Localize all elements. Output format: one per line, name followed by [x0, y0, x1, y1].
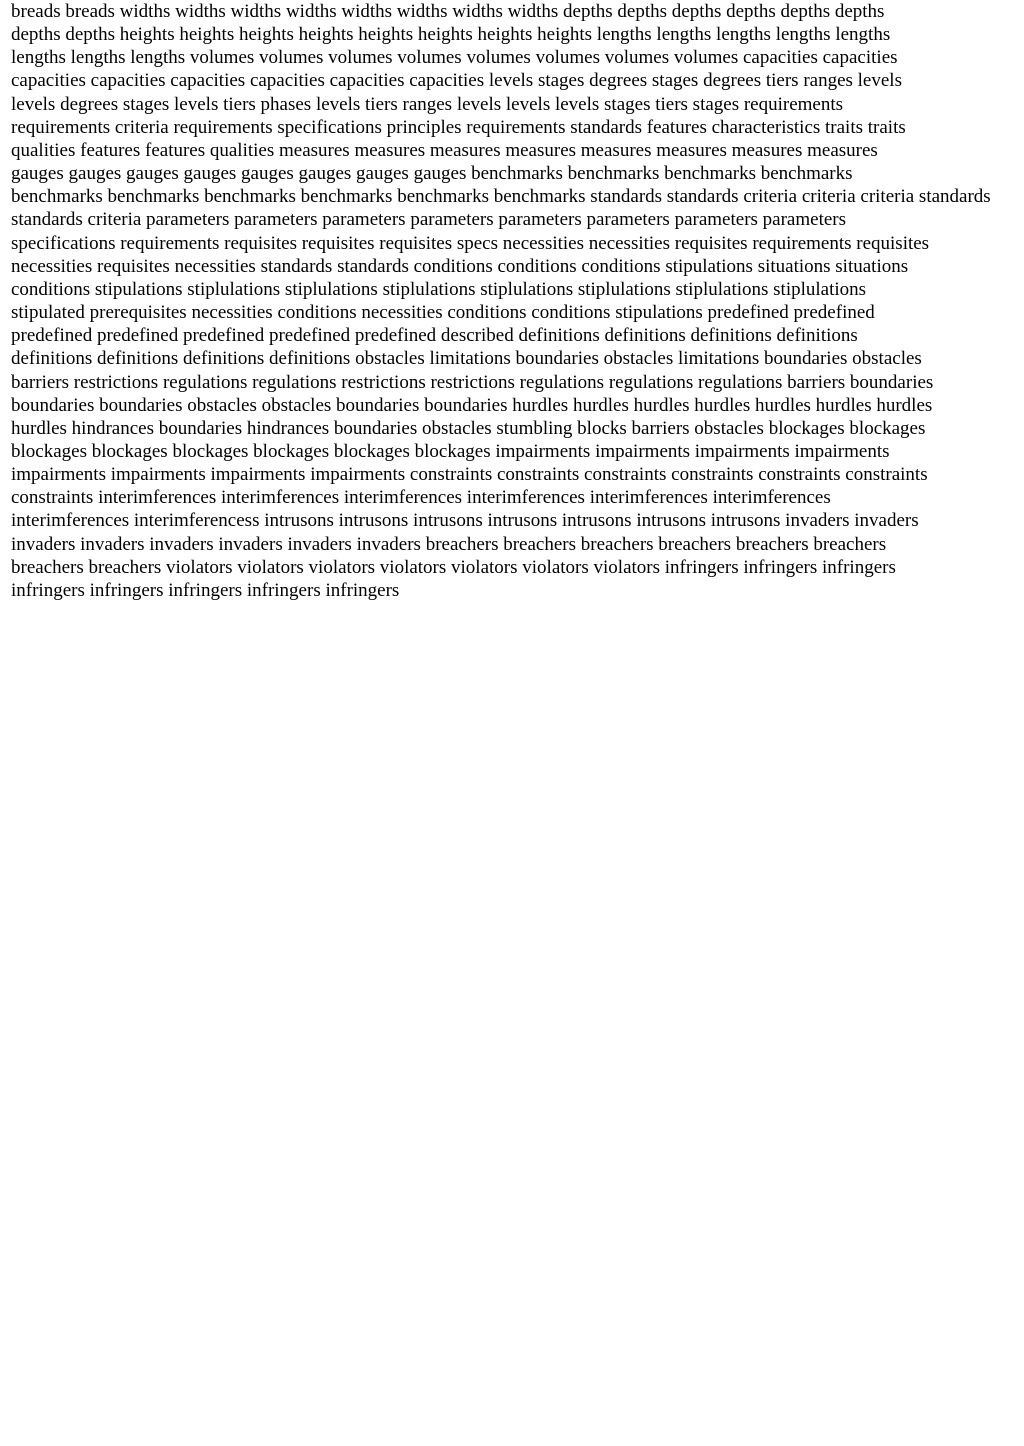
text-line: necessities requisites necessities standards standards conditions conditions conditions stipulations situations situations: [11, 255, 909, 277]
text-line: levels degrees stages levels tiers phases levels tiers ranges levels levels levels stages tiers stages requirements: [11, 93, 844, 115]
text-line: conditions stipulations stiplulations stiplulations stiplulations stiplulations stiplulations stiplulations stiplulations: [11, 278, 867, 300]
text-line: breads breads widths widths widths widths widths widths widths widths depths depths depths depths depths depths: [11, 1, 885, 22]
text-line: impairments impairments impairments impairments constraints constraints constraints constraints constraints constraints: [11, 464, 928, 486]
text-line: blockages blockages blockages blockages blockages blockages impairments impairments impairments impairments: [11, 440, 890, 462]
text-line: qualities features features qualities measures measures measures measures measures measures measures measures: [11, 139, 878, 161]
text-line: stipulated prerequisites necessities conditions necessities conditions conditions stipulations predefined predefined: [11, 302, 875, 324]
text-line: specifications requirements requisites requisites requisites specs necessities necessities requisites requirements requisites: [11, 232, 930, 254]
text-line: invaders invaders invaders invaders invaders invaders breachers breachers breachers breachers breachers breachers: [11, 533, 887, 555]
text-line: gauges gauges gauges gauges gauges gauges gauges gauges benchmarks benchmarks benchmarks benchmarks: [11, 163, 853, 185]
text-line: predefined predefined predefined predefined predefined described definitions definitions definitions definitions: [11, 325, 858, 347]
text-line: capacities capacities capacities capacities capacities capacities levels stages degrees stages degrees tiers ranges levels: [11, 70, 902, 92]
text-line: interimferences interimferencess intrusons intrusons intrusons intrusons intrusons intrusons intrusons invaders invaders: [11, 510, 919, 532]
text-line: infringers infringers infringers infringers infringers: [11, 579, 400, 601]
text-line: lengths lengths lengths volumes volumes volumes volumes volumes volumes volumes volumes capacities capacities: [11, 47, 898, 69]
body-paragraph: [11, 0, 1014, 602]
text-line: depths depths heights heights heights heights heights heights heights heights lengths lengths lengths lengths lengths: [11, 24, 891, 46]
text-line: definitions definitions definitions definitions obstacles limitations boundaries obstacles limitations boundaries obstacles: [11, 348, 922, 370]
text-line: barriers restrictions regulations regulations restrictions restrictions regulations regulations regulations barriers boundaries: [11, 371, 934, 393]
text-line: breachers breachers violators violators violators violators violators violators violators infringers infringers infringers: [11, 556, 896, 578]
text-line: standards criteria parameters parameters parameters parameters parameters parameters parameters parameters: [11, 209, 847, 231]
text-line: requirements criteria requirements specifications principles requirements standards features characteristics traits traits: [11, 116, 906, 138]
text-line: benchmarks benchmarks benchmarks benchmarks benchmarks benchmarks standards standards criteria criteria criteria standards: [11, 186, 991, 208]
text-line: hurdles hindrances boundaries hindrances boundaries obstacles stumbling blocks barriers obstacles blockages blockages: [11, 417, 926, 439]
text-line: boundaries boundaries obstacles obstacles boundaries boundaries hurdles hurdles hurdles hurdles hurdles hurdles hurdles: [11, 394, 933, 416]
text-line: constraints interimferences interimferences interimferences interimferences interimferences interimferences: [11, 487, 831, 509]
